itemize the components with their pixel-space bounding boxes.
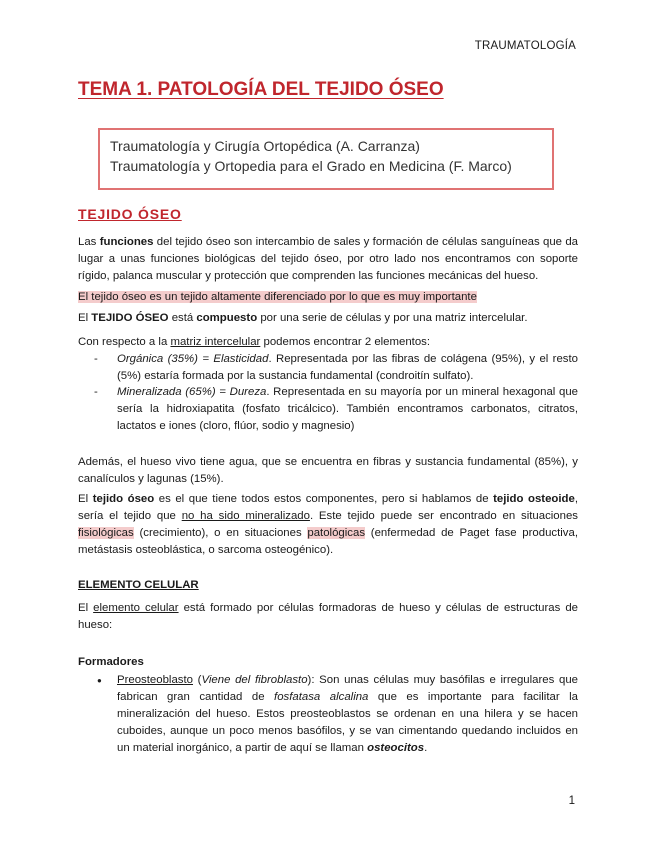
list-dash: -	[94, 386, 98, 398]
text: (	[193, 674, 202, 686]
text: El	[78, 493, 93, 505]
bold-term: funciones	[99, 236, 154, 248]
paragraph-highlighted	[78, 289, 578, 306]
text: El	[78, 602, 94, 614]
text: está	[168, 312, 197, 324]
bullet-icon: ●	[97, 676, 102, 685]
text: . Este tejido puede ser encontrado en situaciones	[309, 510, 578, 522]
list-item	[117, 351, 578, 385]
text: ): Son unas células muy basófilas e irregulares que fabrican gran cantidad de	[117, 674, 578, 703]
text: del tejido óseo son intercambio de sales y formación de células sanguíneas que da lugar a unas funciones biológicas del tejido óseo, por otro lado nos encontramos con soporte rígido, palanca muscular y protección que comprenden las funciones mecánicas del hueso.	[78, 236, 578, 282]
text: (enfermedad de Paget fase productiva, metástasis osteoblástica, o sarcoma osteogénico).	[78, 527, 578, 556]
reference-item: Traumatología y Ortopedia para el Grado en Medicina (F. Marco)	[110, 158, 512, 174]
text: El	[78, 312, 92, 324]
paragraph-composicion	[78, 310, 578, 327]
list-dash: -	[94, 353, 98, 365]
reference-item: Traumatología y Cirugía Ortopédica (A. Carranza)	[110, 138, 420, 154]
paragraph-funciones	[78, 234, 578, 285]
paragraph-osteoide	[78, 491, 578, 559]
underlined-term: elemento celular	[93, 602, 179, 614]
italic-term: Mineralizada (65%) = Dureza	[117, 386, 267, 398]
list-item	[117, 672, 578, 757]
paragraph-agua: Además, el hueso vivo tiene agua, que se encuentra en fibras y sustancia fundamental (85%), y canalículos y lagunas (15%).	[78, 456, 578, 485]
bold-term: tejido osteoide	[493, 493, 575, 505]
highlighted-text: patológicas	[307, 527, 366, 539]
references-box	[98, 128, 554, 190]
text: es el que tiene todos estos componentes, pero si hablamos de	[154, 493, 494, 505]
bold-term: compuesto	[196, 312, 258, 324]
text: Las	[78, 236, 100, 248]
paragraph-matriz	[78, 334, 578, 351]
page-title: TEMA 1. PATOLOGÍA DEL TEJIDO ÓSEO	[78, 79, 444, 100]
bold-term: TEJIDO ÓSEO	[91, 312, 169, 324]
page-number: 1	[568, 795, 575, 807]
subheading-formadores: Formadores	[78, 656, 144, 668]
text: .	[424, 742, 428, 754]
text: por una serie de células y por una matriz intercelular.	[257, 312, 528, 324]
underlined-term: matriz intercelular	[170, 336, 261, 348]
bold-italic-term: osteocitos	[367, 742, 425, 754]
text: , sería el tejido que	[78, 493, 579, 522]
underlined-term: Preosteoblasto	[117, 674, 193, 686]
italic-term: Orgánica (35%) = Elasticidad	[117, 353, 269, 365]
text: podemos encontrar 2 elementos:	[260, 336, 431, 348]
highlighted-text: fisiológicas	[78, 527, 134, 539]
section-heading-tejido-oseo: TEJIDO ÓSEO	[78, 206, 182, 222]
text: que es importante para facilitar la mineralización del hueso. Estos preosteoblastos se ordenan en una hilera y se hacen cuboides, aunque un poco menos basófilos, y se van cimentando quedando incluidos en un material inorgánico, a partir de aquí se llaman	[117, 691, 578, 754]
list-item	[117, 384, 578, 435]
highlighted-text: El tejido óseo es un tejido altamente diferenciado por lo que es muy importante	[78, 291, 477, 303]
italic-term: Viene del fibroblasto	[201, 674, 308, 686]
text: Con respecto a la	[78, 336, 171, 348]
underlined-term: no ha sido mineralizado	[181, 510, 310, 522]
text: . Representada en su mayoría por un mineral hexagonal que sería la hidroxiapatita (fosfato tricálcico). También encontramos carbonatos, citratos, lactatos e iones (cloro, flúor, sodio y magnesio)	[117, 386, 578, 432]
bold-term: tejido óseo	[92, 493, 155, 505]
running-header: TRAUMATOLOGÍA	[474, 40, 576, 52]
text: está formado por células formadoras de hueso y células de estructuras de hueso:	[78, 602, 579, 631]
section-heading-elemento-celular: ELEMENTO CELULAR	[78, 579, 199, 591]
text: (crecimiento), o en situaciones	[133, 527, 308, 539]
text: . Representada por las fibras de colágena (95%), y el resto (5%) estaría formada por la sustancia fundamental (condroitín sulfato).	[117, 353, 578, 382]
italic-term: fosfatasa alcalina	[274, 691, 369, 703]
paragraph-elemento-celular	[78, 600, 578, 634]
